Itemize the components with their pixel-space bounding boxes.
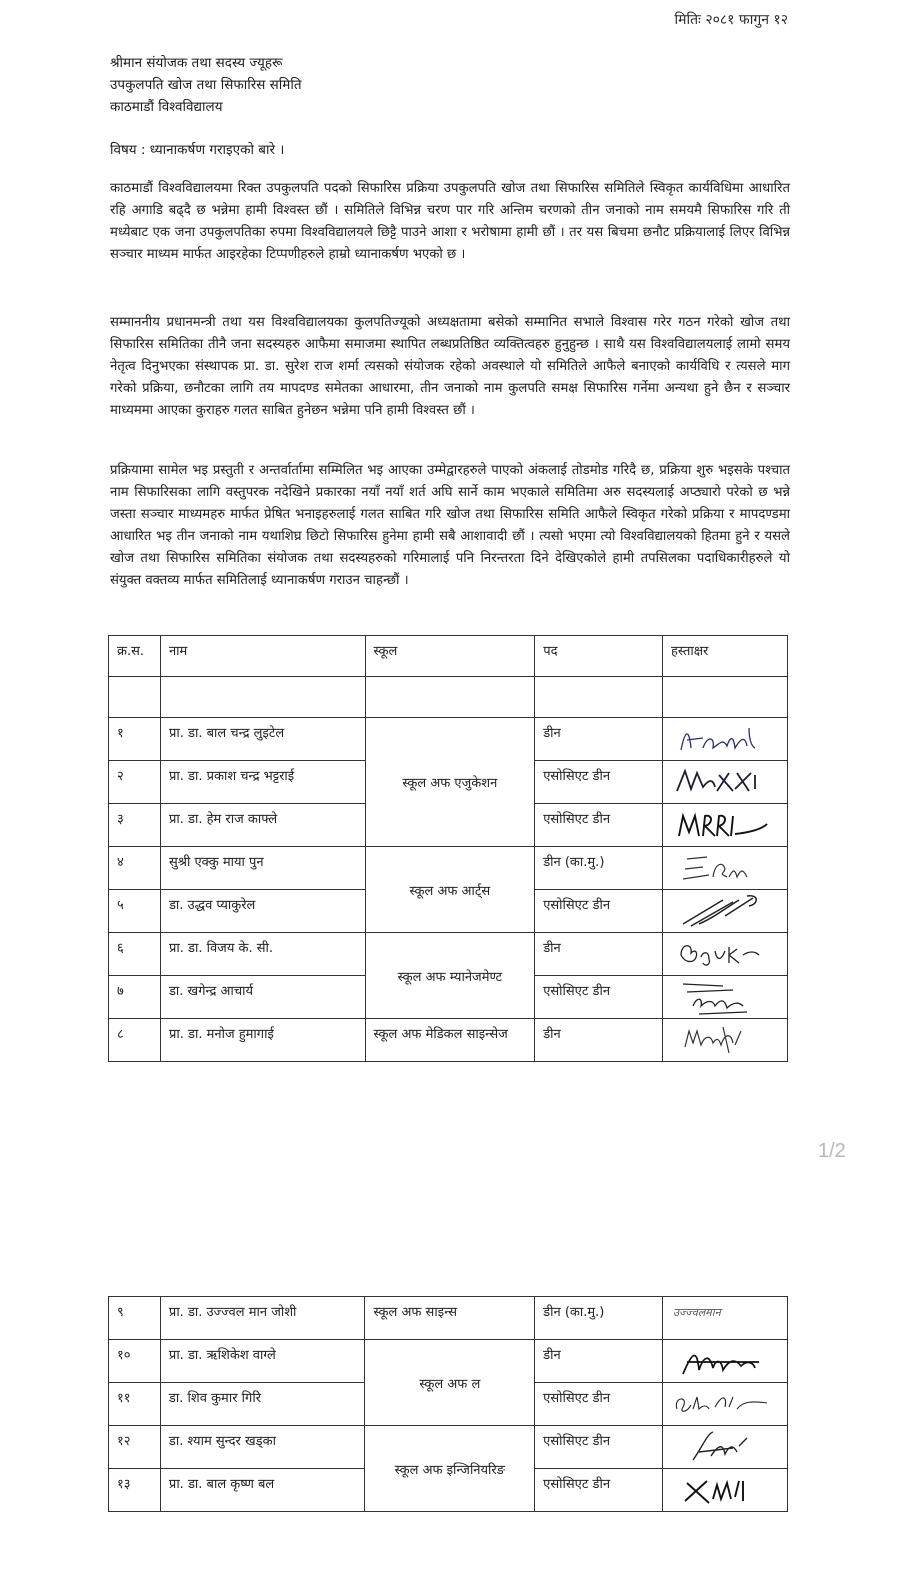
row-name: डा. उद्धव प्याकुरेल [160,890,365,933]
signature-text: उज्ज्वलमान [672,1306,721,1319]
body-paragraph: सम्माननीय प्रधानमन्त्री तथा यस विश्वविद्यालयका कुलपतिज्यूको अध्यक्षतामा बसेको सम्मानित सभाले विश्वास गरेर गठन गरेको खोज तथा सिफारिस समितिका तीनै जना सदस्यहरु आफैमा समाजमा स्थापित लब्धप्रतिष्ठित व्यक्तित्वहरु हुनुहुन्छ । साथै यस विश्वविद्यालयलाई लामो समय नेतृत्व दिनुभएका संस्थापक प्रा. डा. सुरेश राज शर्मा त्यसको संयोजक रहेको अवस्थाले यो समितिले आफैले बनाएको कार्यविधि र त्यसले माग गरेको प्रक्रिया, छनौटका लागि तय मापदण्ड समेतका आधारमा, तीन जनाको नाम कुलपति समक्ष सिफारिस गर्नेमा अन्यथा हुने छैन र सञ्चार माध्यममा आएका कुराहरु गलत साबित हुनेछन भन्नेमा पनि हामी विश्वस्त छौं । [110,315,790,418]
letter-date: मितिः २०८१ फागुन १२ [674,12,788,28]
header-post: पद [535,636,663,677]
signature-image [662,890,787,933]
header-name: नाम [160,636,365,677]
row-sn: ९ [109,1297,161,1340]
body-paragraph: काठमाडौं विश्वविद्यालयमा रिक्त उपकुलपति पदको सिफारिस प्रक्रिया उपकुलपति खोज तथा सिफारिस समितिले स्विकृत कार्यविधिमा आधारित रहि अगाडि बढ्दै छ भन्नेमा हामी विश्वस्त छौं । समितिले विभिन्न चरण पार गरि अन्तिम चरणको तीन जनाको नाम समयमै सिफारिस गरि ती मध्येबाट एक जना उपकुलपतिका रुपमा विश्वविद्यालयले छिट्टै पाउने आशा र भरोषामा हामी छौं । तर यस बिचमा छनौट प्रक्रियालाई लिएर विभिन्न सञ्चार माध्यम मार्फत आइरहेका टिप्पणीहरुले हाम्रो ध्यानाकर्षण भएको छ । [110,181,790,262]
school-cell: स्कूल अफ साइन्स [365,1297,535,1340]
signature-image [662,1469,787,1512]
row-name: प्रा. डा. बाल चन्द्र लुइटेल [160,718,365,761]
body-paragraph: प्रक्रियामा सामेल भइ प्रस्तुती र अन्तर्वार्तामा सम्मिलित भइ आएका उम्मेद्वारहरुले पाएको अंकलाई तोडमोड गरिदै छ, प्रक्रिया शुरु भइसके पश्चात नाम सिफारिसका लागि वस्तुपरक नदेखिने प्रकारका नयाँ नयाँ शर्त अघि सार्ने काम भएकाले समितिमा अरु सदस्यलाई अप्ठ्यारो परेको छ भन्ने जस्ता सञ्चार माध्यमहरु मार्फत प्रेषित भनाइहरुलाई गलत साबित गरि खोज तथा सिफारिस समिति आफैले स्विकृत गरेको प्रक्रिया र मापदण्डमा आधारित भइ तीन जनाको नाम यथाशिघ्र छिटो सिफारिस हुनेमा हामी सबै आशावादी छौं । त्यसो भएमा त्यो विश्वविद्यालयको हितमा हुने र यसले खोज तथा सिफारिस समितिका संयोजक तथा सदस्यहरुको गरिमालाई पनि निरन्तरता दिने देखिएकोले हामी तपसिलका पदाधिकारीहरुले यो संयुक्त वक्तव्य मार्फत समितिलाई ध्यानाकर्षण गराउन चाहन्छौं । [110,463,790,588]
row-name: डा. खगेन्द्र आचार्य [160,976,365,1019]
table-row [109,1426,788,1469]
header-signature: हस्ताक्षर [662,636,787,677]
row-post: डीन [535,1019,663,1062]
addressee-line: काठमाडौं विश्वविद्यालय [110,99,223,115]
row-post: डीन [535,718,663,761]
addressee-line: उपकुलपति खोज तथा सिफारिस समिति [110,77,302,93]
row-post: डीन [535,1340,663,1383]
row-post: एसोसिएट डीन [535,1426,663,1469]
row-post: एसोसिएट डीन [535,890,663,933]
row-sn: ५ [109,890,161,933]
row-sn: ३ [109,804,161,847]
row-sn: ४ [109,847,161,890]
row-sn: १ [109,718,161,761]
signature-image [662,847,787,890]
signature-image [662,804,787,847]
page-indicator: 1/2 [818,1140,846,1162]
school-cell: स्कूल अफ एजुकेशन [365,718,535,847]
table-row [109,1340,788,1383]
row-name: प्रा. डा. हेम राज काफ्ले [160,804,365,847]
school-cell: स्कूल अफ मेडिकल साइन्सेज [365,1019,535,1062]
table-row [109,847,788,890]
row-post: एसोसिएट डीन [535,804,663,847]
row-name: प्रा. डा. विजय के. सी. [160,933,365,976]
table-header-row [109,636,788,677]
row-post: डीन (का.मु.) [535,847,663,890]
row-name: डा. श्याम सुन्दर खड्का [160,1426,365,1469]
table-row [109,718,788,761]
school-cell: स्कूल अफ म्यानेजमेण्ट [365,933,535,1019]
addressee-block [110,52,800,118]
signature-image [662,1019,787,1062]
row-name: प्रा. डा. बाल कृष्ण बल [160,1469,365,1512]
row-sn: ११ [109,1383,161,1426]
signature-image [662,1297,787,1340]
row-post: एसोसिएट डीन [535,761,663,804]
addressee-line: श्रीमान संयोजक तथा सदस्य ज्यूहरू [110,55,283,71]
signature-image [662,1340,787,1383]
header-school: स्कूल [365,636,535,677]
row-name: प्रा. डा. प्रकाश चन्द्र भट्टराई [160,761,365,804]
signature-image [662,976,787,1019]
row-sn: ७ [109,976,161,1019]
table-row [109,1019,788,1062]
row-sn: १३ [109,1469,161,1512]
row-post: डीन [535,933,663,976]
row-name: प्रा. डा. उज्ज्वल मान जोशी [160,1297,365,1340]
signatories-table [108,635,788,1062]
school-cell: स्कूल अफ आर्ट्स [365,847,535,933]
table-row [109,933,788,976]
subject-line: विषय : ध्यानाकर्षण गराइएको बारे । [110,142,285,158]
row-sn: ८ [109,1019,161,1062]
signatories-table-continued [108,1296,788,1512]
row-name: डा. शिव कुमार गिरि [160,1383,365,1426]
row-post: एसोसिएट डीन [535,1469,663,1512]
signature-image [662,1426,787,1469]
row-post: एसोसिएट डीन [535,976,663,1019]
signature-image [662,761,787,804]
row-name: प्रा. डा. मनोज हुमागाई [160,1019,365,1062]
signature-image [662,718,787,761]
row-post: एसोसिएट डीन [535,1383,663,1426]
signature-image [662,933,787,976]
row-post: डीन (का.मु.) [535,1297,663,1340]
row-name: प्रा. डा. ऋशिकेश वाग्ले [160,1340,365,1383]
signature-image [662,1383,787,1426]
row-sn: ६ [109,933,161,976]
row-name: सुश्री एक्कु माया पुन [160,847,365,890]
row-sn: २ [109,761,161,804]
row-sn: १२ [109,1426,161,1469]
school-cell: स्कूल अफ ल [365,1340,535,1426]
school-cell: स्कूल अफ इन्जिनियरिङ [365,1426,535,1512]
row-sn: १० [109,1340,161,1383]
table-row [109,1297,788,1340]
header-sn: क्र.स. [109,636,161,677]
